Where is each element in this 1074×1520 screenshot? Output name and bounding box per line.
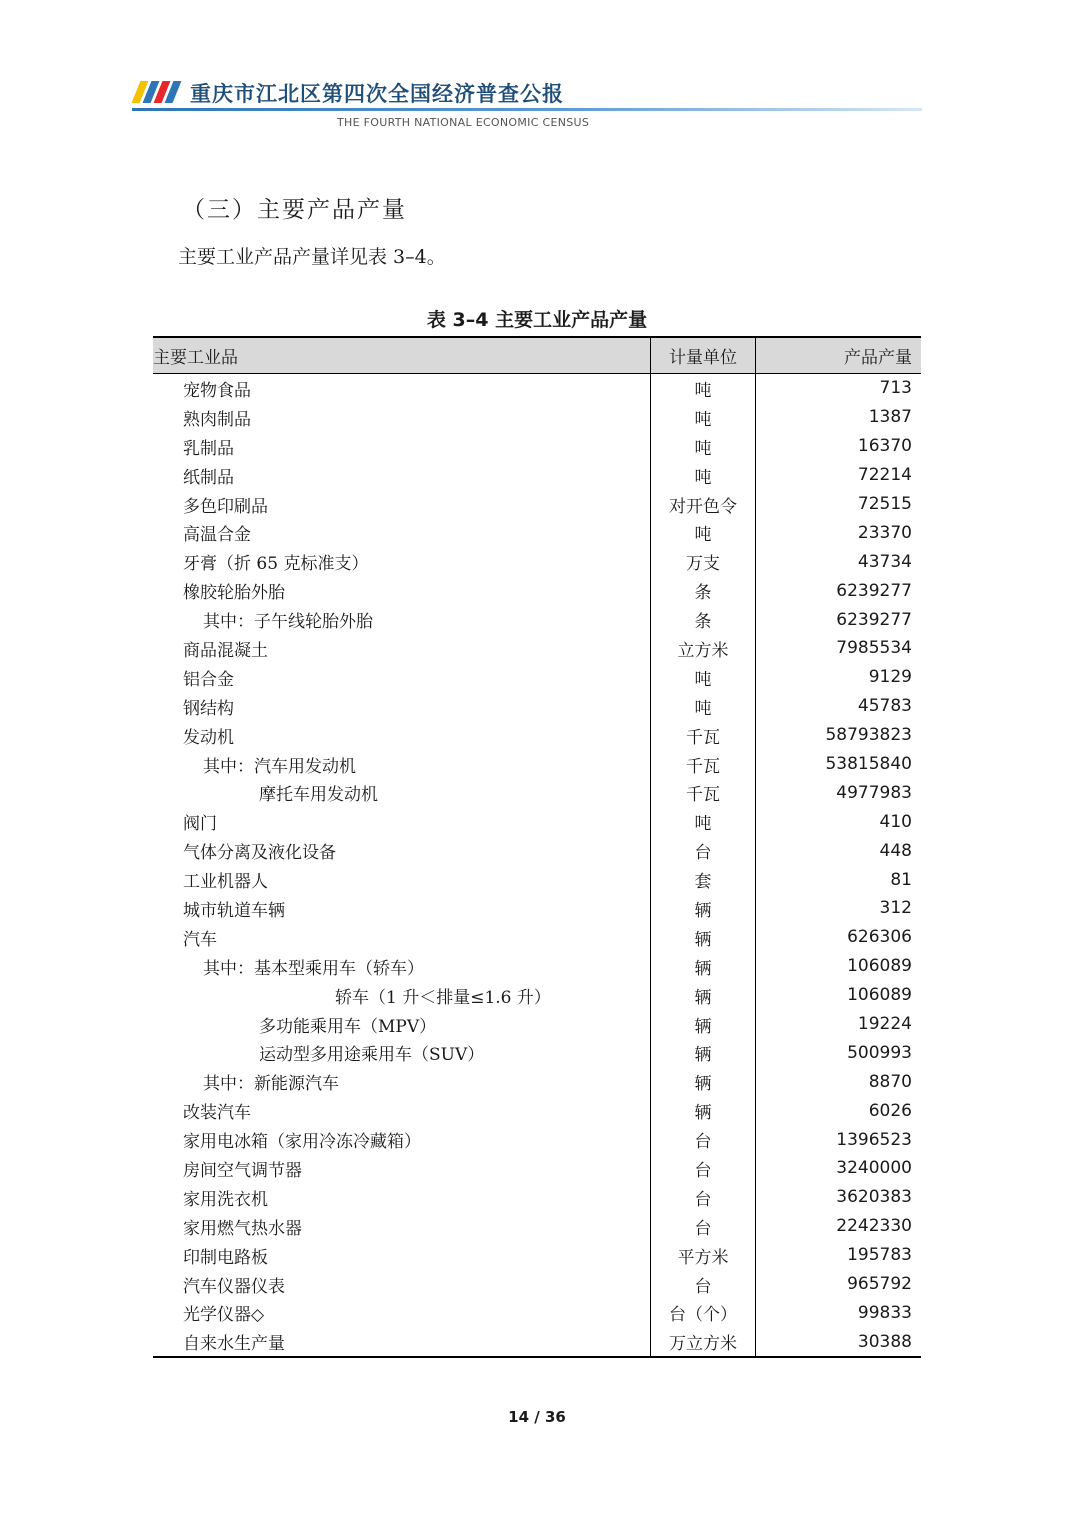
- unit-cell: 套: [650, 865, 756, 894]
- product-output-table: [153, 336, 921, 1358]
- unit-cell: 辆: [650, 1038, 756, 1067]
- product-name-cell: 轿车（1 升＜排量≤1.6 升）: [335, 987, 551, 1008]
- product-name-cell: 发动机: [183, 727, 234, 748]
- output-value-cell: 965792: [756, 1270, 921, 1299]
- table-row: [153, 1212, 921, 1241]
- unit-cell: 辆: [650, 894, 756, 923]
- report-subtitle: THE FOURTH NATIONAL ECONOMIC CENSUS: [337, 116, 590, 129]
- output-value-cell: 500993: [756, 1038, 921, 1067]
- output-value-cell: 53815840: [756, 750, 921, 779]
- output-value-cell: 9129: [756, 663, 921, 692]
- product-name-cell: 其中：基本型乘用车（轿车）: [203, 958, 424, 979]
- unit-cell: 千瓦: [650, 778, 756, 807]
- product-name-cell: 商品混凝土: [183, 640, 268, 661]
- unit-cell: 吨: [650, 692, 756, 721]
- unit-cell: 辆: [650, 1010, 756, 1039]
- table-row: [153, 894, 921, 923]
- table-row: [153, 836, 921, 865]
- unit-cell: 千瓦: [650, 750, 756, 779]
- product-name-cell: 多功能乘用车（MPV）: [259, 1016, 437, 1037]
- table-row: [153, 692, 921, 721]
- output-value-cell: 2242330: [756, 1212, 921, 1241]
- unit-cell: 吨: [650, 663, 756, 692]
- table-row: [153, 1096, 921, 1125]
- product-name-cell: 房间空气调节器: [183, 1160, 302, 1181]
- table-row: [153, 663, 921, 692]
- table-row: [153, 1327, 921, 1357]
- product-name-cell: 汽车: [183, 929, 217, 950]
- output-value-cell: 713: [756, 374, 921, 403]
- product-name-cell: 其中：子午线轮胎外胎: [203, 612, 373, 633]
- product-name-cell: 其中：汽车用发动机: [203, 756, 356, 777]
- unit-cell: 吨: [650, 807, 756, 836]
- product-name-cell: 汽车仪器仪表: [183, 1276, 285, 1297]
- product-name-cell: 印制电路板: [183, 1247, 268, 1268]
- output-value-cell: 58793823: [756, 721, 921, 750]
- table-caption: 表 3–4 主要工业产品产量: [426, 309, 648, 331]
- report-header: [132, 78, 922, 138]
- table-row: [153, 634, 921, 663]
- output-value-cell: 19224: [756, 1010, 921, 1039]
- output-value-cell: 45783: [756, 692, 921, 721]
- output-value-cell: 81: [756, 865, 921, 894]
- product-name-cell: 纸制品: [183, 467, 234, 488]
- column-header-product: 主要工业品: [153, 337, 650, 374]
- unit-cell: 千瓦: [650, 721, 756, 750]
- output-value-cell: 43734: [756, 547, 921, 576]
- logo-stripes-icon: [132, 81, 180, 103]
- output-value-cell: 106089: [756, 981, 921, 1010]
- table-row: [153, 1067, 921, 1096]
- header-divider: [132, 108, 922, 111]
- unit-cell: 立方米: [650, 634, 756, 663]
- table-row: [153, 1154, 921, 1183]
- table-body: [153, 374, 921, 1358]
- output-value-cell: 72214: [756, 461, 921, 490]
- intro-paragraph: 主要工业产品产量详见表 3–4。: [178, 246, 446, 268]
- product-name-cell: 家用燃气热水器: [183, 1218, 302, 1239]
- output-value-cell: 30388: [756, 1327, 921, 1357]
- column-header-output: 产品产量: [756, 337, 921, 374]
- product-name-cell: 运动型多用途乘用车（SUV）: [259, 1045, 485, 1066]
- unit-cell: 平方米: [650, 1241, 756, 1270]
- unit-cell: 辆: [650, 952, 756, 981]
- output-value-cell: 23370: [756, 518, 921, 547]
- product-name-cell: 摩托车用发动机: [259, 785, 378, 806]
- product-name-cell: 牙膏（折 65 克标准支）: [183, 554, 369, 575]
- table-row: [153, 865, 921, 894]
- unit-cell: 辆: [650, 1096, 756, 1125]
- unit-cell: 吨: [650, 432, 756, 461]
- product-name-cell: 光学仪器◇: [183, 1305, 265, 1326]
- output-value-cell: 6026: [756, 1096, 921, 1125]
- table-row: [153, 923, 921, 952]
- product-name-cell: 家用电冰箱（家用冷冻冷藏箱）: [183, 1132, 421, 1153]
- output-value-cell: 312: [756, 894, 921, 923]
- unit-cell: 万支: [650, 547, 756, 576]
- output-value-cell: 1396523: [756, 1125, 921, 1154]
- unit-cell: 台: [650, 1125, 756, 1154]
- unit-cell: 台: [650, 1270, 756, 1299]
- table-row: [153, 1125, 921, 1154]
- product-name-cell: 宠物食品: [183, 380, 251, 401]
- unit-cell: 辆: [650, 981, 756, 1010]
- output-value-cell: 7985534: [756, 634, 921, 663]
- table-row: [153, 547, 921, 576]
- unit-cell: 台（个）: [650, 1299, 756, 1328]
- table-row: [153, 374, 921, 403]
- product-name-cell: 高温合金: [183, 525, 251, 546]
- output-value-cell: 4977983: [756, 778, 921, 807]
- table-row: [153, 750, 921, 779]
- output-value-cell: 195783: [756, 1241, 921, 1270]
- product-name-cell: 家用洗衣机: [183, 1189, 268, 1210]
- table-row: [153, 952, 921, 981]
- table-row: [153, 1299, 921, 1328]
- product-name-cell: 铝合金: [183, 669, 234, 690]
- product-name-cell: 工业机器人: [183, 872, 268, 893]
- unit-cell: 台: [650, 836, 756, 865]
- page-number: 14 / 36: [508, 1408, 566, 1426]
- table-row: [153, 1010, 921, 1039]
- output-value-cell: 8870: [756, 1067, 921, 1096]
- table-row: [153, 605, 921, 634]
- product-name-cell: 自来水生产量: [183, 1334, 285, 1355]
- unit-cell: 辆: [650, 923, 756, 952]
- section-heading: （三）主要产品产量: [182, 197, 407, 223]
- unit-cell: 吨: [650, 403, 756, 432]
- unit-cell: 条: [650, 576, 756, 605]
- product-name-cell: 熟肉制品: [183, 409, 251, 430]
- table-row: [153, 518, 921, 547]
- table-row: [153, 981, 921, 1010]
- table-row: [153, 807, 921, 836]
- product-name-cell: 改装汽车: [183, 1103, 251, 1124]
- table-row: [153, 1183, 921, 1212]
- product-name-cell: 多色印刷品: [183, 496, 268, 517]
- output-value-cell: 3620383: [756, 1183, 921, 1212]
- unit-cell: 台: [650, 1154, 756, 1183]
- unit-cell: 吨: [650, 518, 756, 547]
- product-name-cell: 橡胶轮胎外胎: [183, 583, 285, 604]
- unit-cell: 台: [650, 1212, 756, 1241]
- table-row: [153, 432, 921, 461]
- table-row: [153, 1270, 921, 1299]
- table-row: [153, 721, 921, 750]
- unit-cell: 辆: [650, 1067, 756, 1096]
- table-row: [153, 490, 921, 519]
- table-row: [153, 461, 921, 490]
- output-value-cell: 1387: [756, 403, 921, 432]
- unit-cell: 吨: [650, 374, 756, 403]
- output-value-cell: 3240000: [756, 1154, 921, 1183]
- output-value-cell: 448: [756, 836, 921, 865]
- unit-cell: 对开色令: [650, 490, 756, 519]
- output-value-cell: 6239277: [756, 576, 921, 605]
- product-name-cell: 阀门: [183, 814, 217, 835]
- output-value-cell: 106089: [756, 952, 921, 981]
- table-row: [153, 1241, 921, 1270]
- product-name-cell: 其中：新能源汽车: [203, 1074, 339, 1095]
- output-value-cell: 99833: [756, 1299, 921, 1328]
- unit-cell: 条: [650, 605, 756, 634]
- product-name-cell: 钢结构: [183, 698, 234, 719]
- output-value-cell: 6239277: [756, 605, 921, 634]
- table-row: [153, 403, 921, 432]
- output-value-cell: 410: [756, 807, 921, 836]
- output-value-cell: 72515: [756, 490, 921, 519]
- unit-cell: 万立方米: [650, 1327, 756, 1357]
- table-header-row: [153, 337, 921, 374]
- report-title: 重庆市江北区第四次全国经济普查公报: [190, 81, 564, 106]
- product-name-cell: 乳制品: [183, 438, 234, 459]
- table-row: [153, 576, 921, 605]
- column-header-unit: 计量单位: [650, 337, 756, 374]
- product-name-cell: 城市轨道车辆: [183, 900, 285, 921]
- unit-cell: 台: [650, 1183, 756, 1212]
- product-name-cell: 气体分离及液化设备: [183, 843, 336, 864]
- output-value-cell: 626306: [756, 923, 921, 952]
- table-row: [153, 1038, 921, 1067]
- unit-cell: 吨: [650, 461, 756, 490]
- table-row: [153, 778, 921, 807]
- output-value-cell: 16370: [756, 432, 921, 461]
